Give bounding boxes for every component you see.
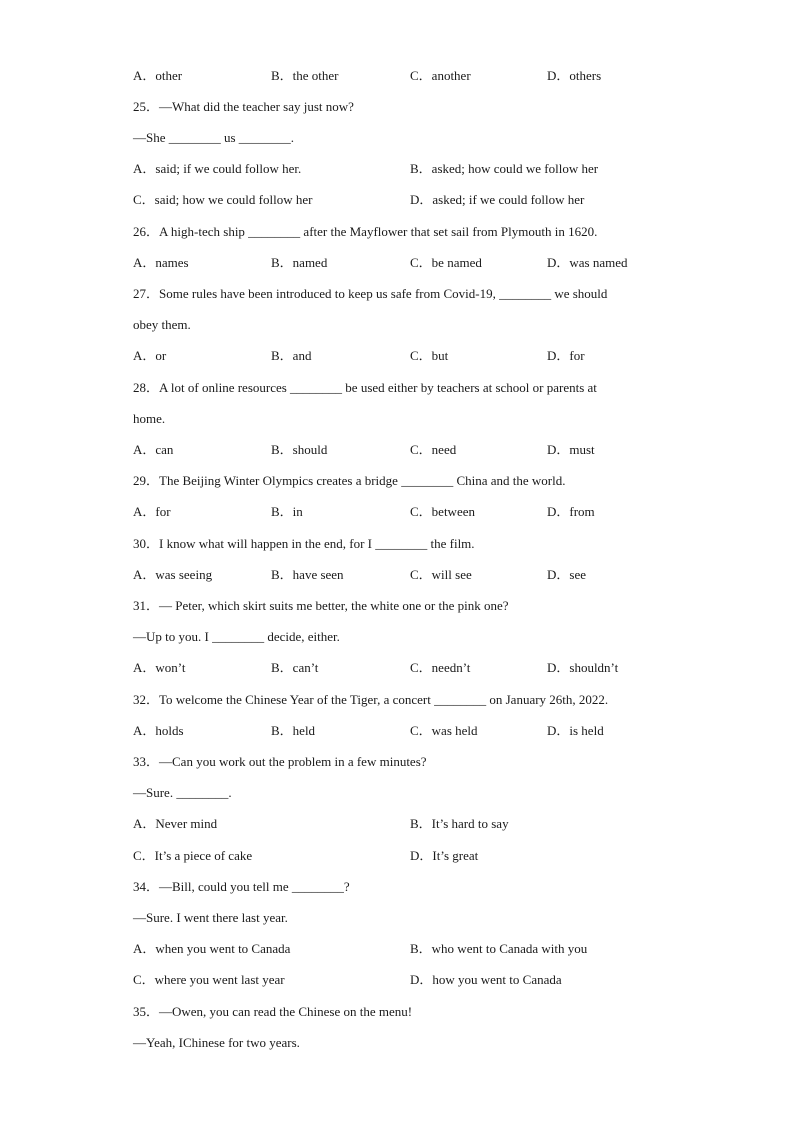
q34-option-c: C．where you went last year <box>133 972 285 987</box>
q31-stem: 31．— Peter, which skirt suits me better, the white one or the pink one? <box>133 598 509 613</box>
q32-option-a: A．holds <box>133 723 184 738</box>
q26-stem: 26．A high-tech ship ________ after the Mayflower that set sail from Plymouth in 1620. <box>133 224 598 239</box>
q25-option-a: A．said; if we could follow her. <box>133 161 302 176</box>
q27-option-d: D．for <box>547 348 585 363</box>
q25-stem: 25．—What did the teacher say just now? <box>133 99 354 114</box>
q31-dialogue: —Up to you. I ________ decide, either. <box>133 629 340 644</box>
q30-option-b: B．have seen <box>271 567 344 582</box>
q28-option-a: A．can <box>133 442 174 457</box>
q34-option-d: D．how you went to Canada <box>410 972 562 987</box>
q25-option-d: D．asked; if we could follow her <box>410 192 585 207</box>
q24-option-a: A．other <box>133 68 183 83</box>
q24-option-c: C．another <box>410 68 471 83</box>
q26-option-c: C．be named <box>410 255 482 270</box>
q32-stem: 32．To welcome the Chinese Year of the Tiger, a concert ________ on January 26th, 2022. <box>133 692 609 707</box>
q27-option-c: C．but <box>410 348 449 363</box>
q33-dialogue: —Sure. ________. <box>133 785 232 800</box>
q24-option-b: B．the other <box>271 68 339 83</box>
q35-stem: 35．—Owen, you can read the Chinese on the menu! <box>133 1004 413 1019</box>
q33-option-c: C．It’s a piece of cake <box>133 848 253 863</box>
q26-option-b: B．named <box>271 255 328 270</box>
q28-option-d: D．must <box>547 442 595 457</box>
q26-option-d: D．was named <box>547 255 628 270</box>
q30-option-c: C．will see <box>410 567 472 582</box>
q31-option-b: B．can’t <box>271 660 319 675</box>
q32-option-d: D．is held <box>547 723 604 738</box>
q29-option-a: A．for <box>133 504 171 519</box>
q25-dialogue: —She ________ us ________. <box>133 130 295 145</box>
q30-stem: 30．I know what will happen in the end, for I ________ the film. <box>133 536 475 551</box>
q29-stem: 29．The Beijing Winter Olympics creates a bridge ________ China and the world. <box>133 473 566 488</box>
q28-option-c: C．need <box>410 442 457 457</box>
q31-option-a: A．won’t <box>133 660 186 675</box>
q29-option-b: B．in <box>271 504 303 519</box>
q32-option-c: C．was held <box>410 723 478 738</box>
q34-option-b: B．who went to Canada with you <box>410 941 588 956</box>
q28-stem-continued: home. <box>133 411 166 426</box>
q27-stem: 27．Some rules have been introduced to keep us safe from Covid-19, ________ we should <box>133 286 608 301</box>
q29-option-d: D．from <box>547 504 595 519</box>
q28-stem: 28．A lot of online resources ________ be used either by teachers at school or parents at <box>133 380 597 395</box>
q29-option-c: C．between <box>410 504 475 519</box>
q34-dialogue: —Sure. I went there last year. <box>133 910 288 925</box>
q25-option-c: C．said; how we could follow her <box>133 192 313 207</box>
q26-option-a: A．names <box>133 255 189 270</box>
q27-option-a: A．or <box>133 348 167 363</box>
q31-option-c: C．needn’t <box>410 660 471 675</box>
q25-option-b: B．asked; how could we follow her <box>410 161 599 176</box>
q34-stem: 34．—Bill, could you tell me ________? <box>133 879 350 894</box>
q24-option-d: D．others <box>547 68 602 83</box>
q27-option-b: B．and <box>271 348 312 363</box>
q30-option-d: D．see <box>547 567 586 582</box>
q35-dialogue: —Yeah, IChinese for two years. <box>133 1035 300 1050</box>
q33-option-a: A．Never mind <box>133 816 218 831</box>
q28-option-b: B．should <box>271 442 328 457</box>
q30-option-a: A．was seeing <box>133 567 213 582</box>
q33-option-b: B．It’s hard to say <box>410 816 509 831</box>
q31-option-d: D．shouldn’t <box>547 660 619 675</box>
q34-option-a: A．when you went to Canada <box>133 941 291 956</box>
q27-stem-continued: obey them. <box>133 317 191 332</box>
q33-option-d: D．It’s great <box>410 848 479 863</box>
q32-option-b: B．held <box>271 723 316 738</box>
q33-stem: 33．—Can you work out the problem in a few minutes? <box>133 754 427 769</box>
